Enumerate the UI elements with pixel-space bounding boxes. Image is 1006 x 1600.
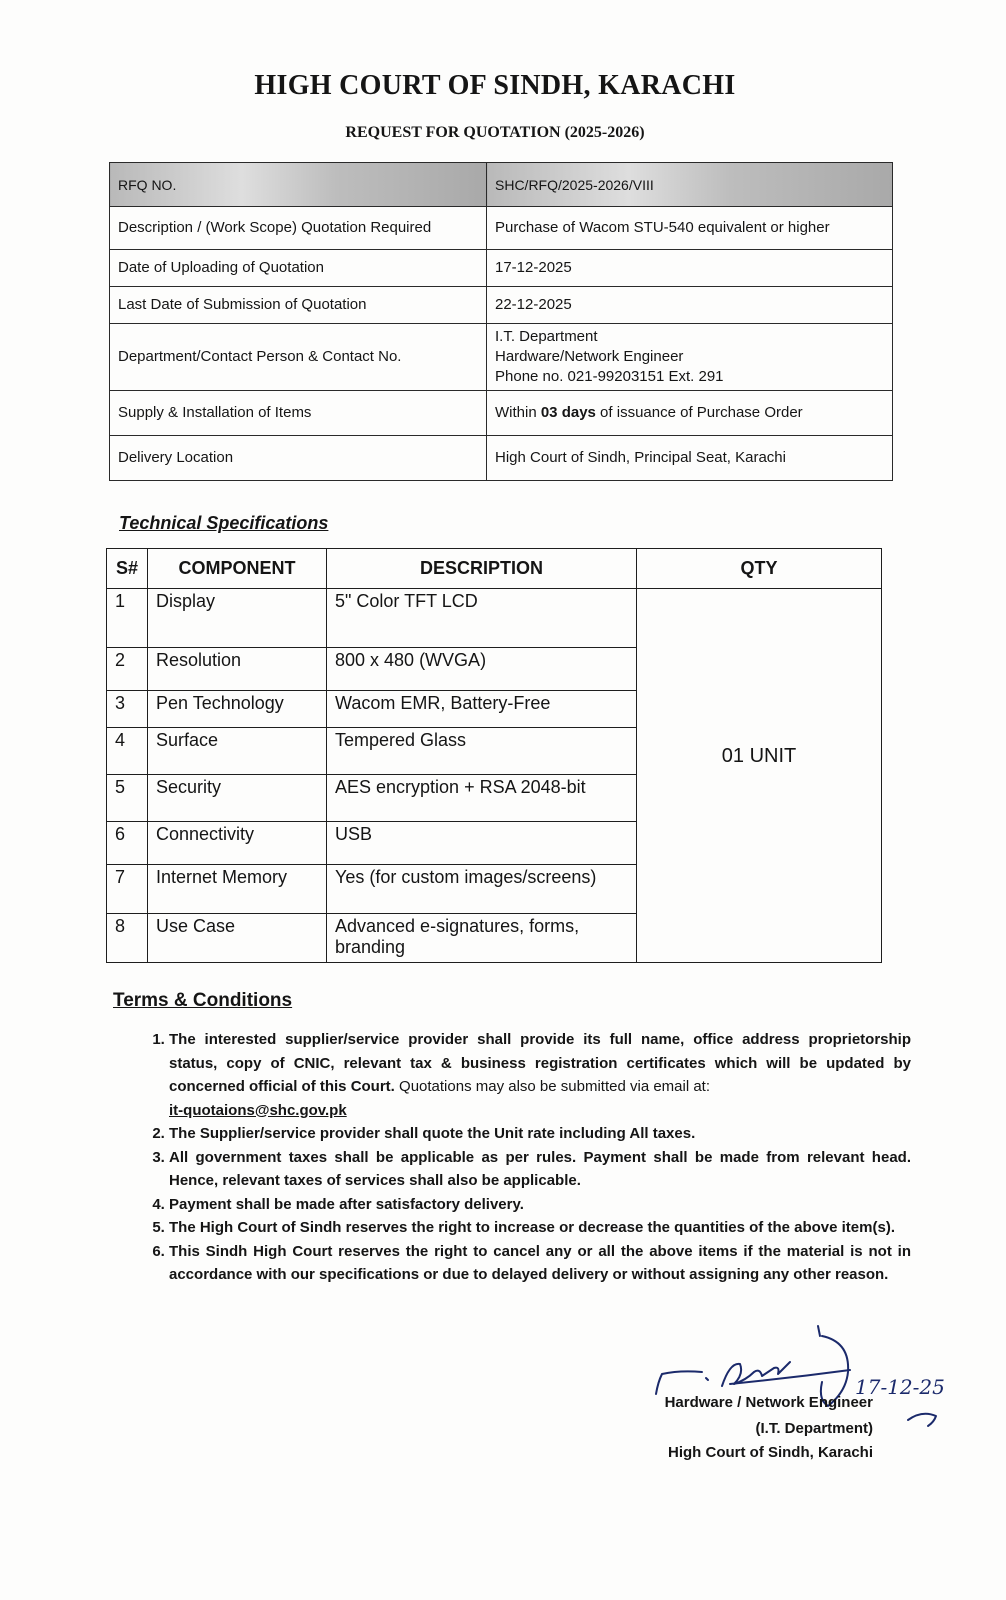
rfq-value (487, 324, 893, 391)
spec-component: Pen Technology (148, 691, 327, 728)
term-text: The interested supplier/service provider shall provide its full name, office address proprietorship status, copy of CNIC, relevant tax & business registration certificates which will be updated by concerned official of this Court. (169, 1031, 911, 1095)
term-email-note: Quotations may also be submitted via email at: (394, 1078, 711, 1095)
rfq-label: Last Date of Submission of Quotation (110, 287, 487, 324)
spec-description: 800 x 480 (WVGA) (327, 648, 637, 691)
spec-component: Display (148, 589, 327, 648)
spec-sn: 8 (107, 914, 148, 963)
rfq-label: Date of Uploading of Quotation (110, 250, 487, 287)
rfq-label: Department/Contact Person & Contact No. (110, 324, 487, 391)
rfq-row-contact (110, 324, 893, 391)
email-link[interactable]: it-quotaions@shc.gov.pk (169, 1101, 347, 1119)
rfq-value: High Court of Sindh, Principal Seat, Karachi (487, 436, 893, 481)
rfq-label: RFQ NO. (110, 163, 487, 207)
spec-component: Use Case (148, 914, 327, 963)
signatory-organization: High Court of Sindh, Karachi (668, 1444, 873, 1461)
rfq-label: Delivery Location (110, 436, 487, 481)
spec-component: Resolution (148, 648, 327, 691)
spec-sn: 3 (107, 691, 148, 728)
spec-sn: 1 (107, 589, 148, 648)
term-item (169, 1028, 911, 1122)
spec-component: Internet Memory (148, 865, 327, 914)
term-item: 5. The High Court of Sindh reserves the right to increase or decrease the quantities of the above item(s). (169, 1216, 911, 1240)
column-header-qty: QTY (637, 549, 882, 589)
rfq-label: Description / (Work Scope) Quotation Required (110, 207, 487, 250)
column-header-component: COMPONENT (148, 549, 327, 589)
terms-heading: Terms & Conditions (113, 990, 293, 1011)
spec-description: AES encryption + RSA 2048-bit (327, 775, 637, 822)
column-header-description: DESCRIPTION (327, 549, 637, 589)
spec-component: Security (148, 775, 327, 822)
technical-specifications-heading: Technical Specifications (119, 513, 329, 533)
spec-header-row (107, 549, 882, 589)
spec-component: Connectivity (148, 822, 327, 865)
spec-description: Advanced e-signatures, forms, branding (327, 914, 637, 963)
spec-row (107, 589, 882, 648)
spec-description: USB (327, 822, 637, 865)
specifications-table (106, 548, 882, 963)
signatory-designation: Hardware / Network Engineer (664, 1394, 873, 1411)
document-subtitle: REQUEST FOR QUOTATION (2025-2026) (345, 124, 645, 141)
rfq-value (487, 391, 893, 436)
handwritten-signature (650, 1322, 980, 1432)
spec-sn: 5 (107, 775, 148, 822)
rfq-value: 22-12-2025 (487, 287, 893, 324)
rfq-row-submission-date (110, 287, 893, 324)
term-item: 6. This Sindh High Court reserves the right to cancel any or all the above items if the material is not in accordance with our specifications or due to delayed delivery or without assigning any other reason. (169, 1240, 911, 1287)
signature-stroke (656, 1371, 702, 1394)
document-title: HIGH COURT OF SINDH, KARACHI (254, 70, 736, 101)
term-item: 3. All government taxes shall be applicable as per rules. Payment shall be made from relevant head. Hence, relevant taxes of services shall also be applicable. (169, 1146, 911, 1193)
spec-quantity: 01 UNIT (637, 589, 882, 963)
spec-description: Yes (for custom images/screens) (327, 865, 637, 914)
supply-suffix: of issuance of Purchase Order (595, 404, 803, 421)
rfq-label: Supply & Installation of Items (110, 391, 487, 436)
contact-person: Hardware/Network Engineer (495, 348, 684, 365)
spec-component: Surface (148, 728, 327, 775)
contact-phone: Phone no. 021-99203151 Ext. 291 (495, 368, 724, 385)
rfq-row-description (110, 207, 893, 250)
spec-sn: 4 (107, 728, 148, 775)
spec-description: Tempered Glass (327, 728, 637, 775)
rfq-value: SHC/RFQ/2025-2026/VIII (487, 163, 893, 207)
rfq-row-number (110, 163, 893, 207)
spec-description: Wacom EMR, Battery-Free (327, 691, 637, 728)
supply-days: 03 days (540, 404, 596, 421)
terms-list (130, 1028, 911, 1287)
signature-stroke (722, 1362, 790, 1386)
rfq-row-upload-date (110, 250, 893, 287)
spec-description: 5" Color TFT LCD (327, 589, 637, 648)
signature-stroke (706, 1378, 708, 1380)
rfq-value: Purchase of Wacom STU-540 equivalent or higher (487, 207, 893, 250)
contact-department: I.T. Department (495, 328, 598, 345)
rfq-row-location (110, 436, 893, 481)
spec-sn: 6 (107, 822, 148, 865)
spec-sn: 2 (107, 648, 148, 691)
rfq-row-supply (110, 391, 893, 436)
rfq-value: 17-12-2025 (487, 250, 893, 287)
supply-prefix: Within (495, 404, 541, 421)
spec-sn: 7 (107, 865, 148, 914)
signatory-department: (I.T. Department) (755, 1420, 873, 1437)
signature-stroke (908, 1414, 936, 1426)
rfq-info-table (109, 162, 893, 481)
term-item: 4. Payment shall be made after satisfactory delivery. (169, 1193, 911, 1217)
column-header-sn: S# (107, 549, 148, 589)
term-item: 2. The Supplier/service provider shall quote the Unit rate including All taxes. (169, 1122, 911, 1146)
signature-date: 17-12-25 (855, 1375, 945, 1399)
signature-stroke (818, 1326, 820, 1336)
